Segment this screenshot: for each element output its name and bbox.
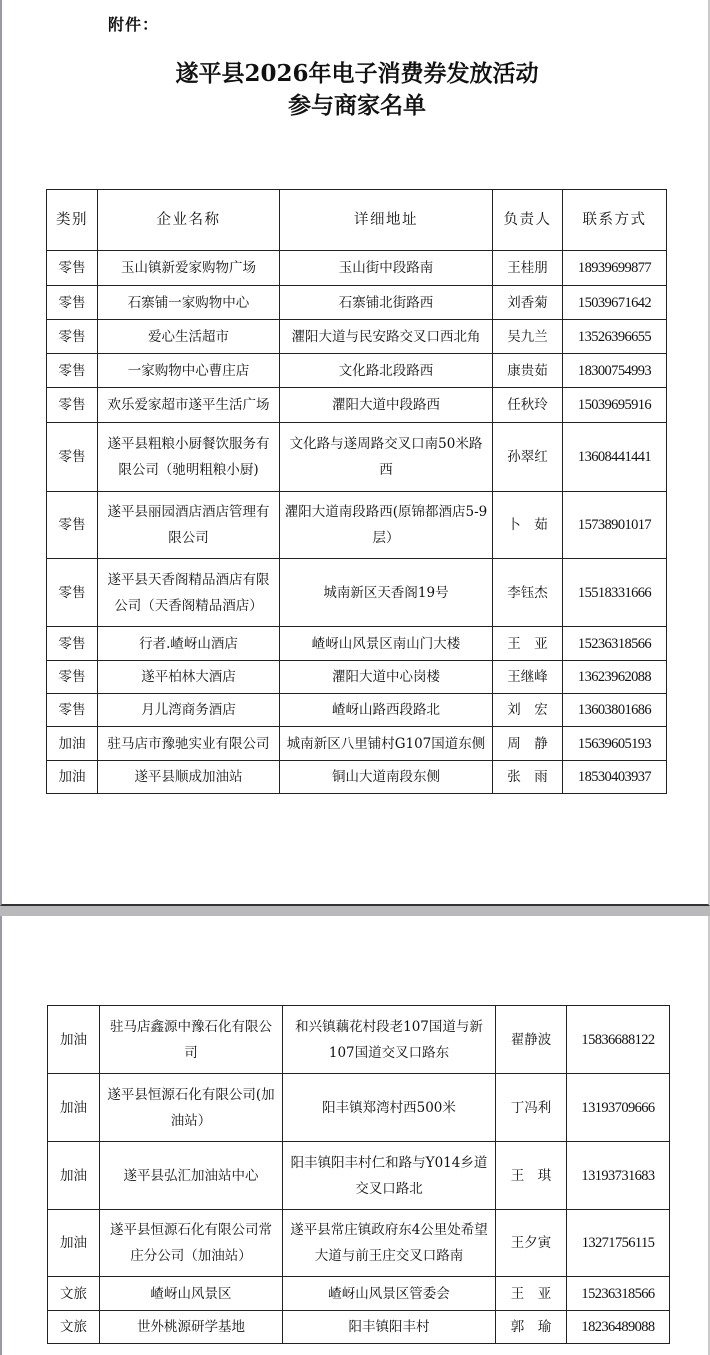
table-row: [47, 559, 667, 627]
category-cell: 零售: [47, 354, 98, 388]
address-cell: 文化路与遂周路交叉口南50米路西: [280, 423, 493, 492]
company-name-cell: 遂平县天香阁精品酒店有限公司（天香阁精品酒店）: [98, 559, 280, 627]
table-row: [47, 388, 667, 423]
company-name-cell: 遂平柏林大酒店: [98, 661, 280, 694]
person-cell: 王桂朋: [493, 251, 563, 286]
person-cell: 刘香菊: [493, 286, 563, 320]
category-cell: 加油: [47, 727, 98, 761]
category-cell: 零售: [47, 559, 98, 627]
phone-cell: 15236318566: [567, 1277, 670, 1311]
merchant-table-page1: [46, 189, 667, 794]
category-cell: 加油: [48, 1074, 100, 1142]
category-cell: 文旅: [48, 1311, 100, 1344]
person-cell: 丁冯利: [496, 1074, 567, 1142]
company-name-cell: 石寨铺一家购物中心: [98, 286, 280, 320]
company-name-cell: 遂平县恒源石化有限公司(加油站）: [100, 1074, 283, 1142]
person-cell: 王 亚: [493, 627, 563, 661]
header-category: 类别: [47, 190, 98, 251]
category-cell: 零售: [47, 694, 98, 727]
phone-cell: 15039671642: [563, 286, 667, 320]
merchant-table-page2: [47, 1005, 670, 1344]
table-row: [47, 661, 667, 694]
company-name-cell: 月儿湾商务酒店: [98, 694, 280, 727]
address-cell: 阳丰镇郑湾村西500米: [283, 1074, 496, 1142]
table-row: [47, 354, 667, 388]
person-cell: 张 雨: [493, 761, 563, 794]
company-name-cell: 行者.嵖岈山酒店: [98, 627, 280, 661]
company-name-cell: 驻马店鑫源中豫石化有限公司: [100, 1006, 283, 1074]
phone-cell: 18236489088: [567, 1311, 670, 1344]
company-name-cell: 欢乐爱家超市遂平生活广场: [98, 388, 280, 423]
address-cell: 和兴镇藕花村段老107国道与新107国道交叉口路东: [283, 1006, 496, 1074]
person-cell: 康贵茹: [493, 354, 563, 388]
company-name-cell: 遂平县恒源石化有限公司常庄分公司（加油站）: [100, 1210, 283, 1277]
company-name-cell: 遂平县粗粮小厨餐饮服务有限公司（驰明粗粮小厨): [98, 423, 280, 492]
phone-cell: 18939699877: [563, 251, 667, 286]
table-row: [47, 423, 667, 492]
table-row: [47, 251, 667, 286]
table-row: [47, 727, 667, 761]
table-row: [47, 286, 667, 320]
table-row: [47, 320, 667, 354]
person-cell: 王夕寅: [496, 1210, 567, 1277]
address-cell: 阳丰镇阳丰村: [283, 1311, 496, 1344]
person-cell: 王 亚: [496, 1277, 567, 1311]
document-title: 遂平县2026年电子消费券发放活动: [175, 60, 539, 87]
table-row: [48, 1074, 670, 1142]
phone-cell: 13608441441: [563, 423, 667, 492]
person-cell: 刘 宏: [493, 694, 563, 727]
person-cell: 周 静: [493, 727, 563, 761]
phone-cell: 13193731683: [567, 1142, 670, 1210]
category-cell: 零售: [47, 388, 98, 423]
company-name-cell: 遂平县顺成加油站: [98, 761, 280, 794]
company-name-cell: 嵖岈山风景区: [100, 1277, 283, 1311]
person-cell: 王继峰: [493, 661, 563, 694]
category-cell: 零售: [47, 492, 98, 559]
company-name-cell: 遂平县丽园酒店酒店管理有限公司: [98, 492, 280, 559]
header-company-name: 企业名称: [98, 190, 280, 251]
category-cell: 零售: [47, 320, 98, 354]
phone-cell: 15518331666: [563, 559, 667, 627]
person-cell: 孙翠红: [493, 423, 563, 492]
address-cell: 嵖岈山风景区南山门大楼: [280, 627, 493, 661]
header-address: 详细地址: [280, 190, 493, 251]
address-cell: 阳丰镇阳丰村仁和路与Y014乡道交叉口路北: [283, 1142, 496, 1210]
table-row: [47, 694, 667, 727]
phone-cell: 18300754993: [563, 354, 667, 388]
address-cell: 玉山街中段路南: [280, 251, 493, 286]
table-row: [48, 1006, 670, 1074]
phone-cell: 13193709666: [567, 1074, 670, 1142]
category-cell: 文旅: [48, 1277, 100, 1311]
phone-cell: 13526396655: [563, 320, 667, 354]
company-name-cell: 世外桃源研学基地: [100, 1311, 283, 1344]
category-cell: 加油: [48, 1142, 100, 1210]
person-cell: 翟静波: [496, 1006, 567, 1074]
category-cell: 加油: [48, 1210, 100, 1277]
person-cell: 李钰杰: [493, 559, 563, 627]
category-cell: 零售: [47, 627, 98, 661]
table-row: [48, 1142, 670, 1210]
header-person: 负责人: [493, 190, 563, 251]
table-row: [47, 492, 667, 559]
category-cell: 零售: [47, 661, 98, 694]
person-cell: 王 琪: [496, 1142, 567, 1210]
address-cell: 嵖岈山路西段路北: [280, 694, 493, 727]
table-header-row: [47, 190, 667, 251]
table-row: [48, 1277, 670, 1311]
header-phone: 联系方式: [563, 190, 667, 251]
category-cell: 加油: [48, 1006, 100, 1074]
address-cell: 遂平县常庄镇政府东4公里处希望大道与前王庄交叉口路南: [283, 1210, 496, 1277]
company-name-cell: 玉山镇新爱家购物广场: [98, 251, 280, 286]
table-row: [47, 627, 667, 661]
phone-cell: 15836688122: [567, 1006, 670, 1074]
address-cell: 嵖岈山风景区管委会: [283, 1277, 496, 1311]
document-subtitle: 参与商家名单: [288, 92, 426, 119]
company-name-cell: 驻马店市豫驰实业有限公司: [98, 727, 280, 761]
company-name-cell: 一家购物中心曹庄店: [98, 354, 280, 388]
table-row: [48, 1210, 670, 1277]
person-cell: 郭 瑜: [496, 1311, 567, 1344]
phone-cell: 15039695916: [563, 388, 667, 423]
phone-cell: 18530403937: [563, 761, 667, 794]
address-cell: 灈阳大道南段路西(原锦都酒店5-9层）: [280, 492, 493, 559]
phone-cell: 13603801686: [563, 694, 667, 727]
category-cell: 零售: [47, 423, 98, 492]
company-name-cell: 遂平县弘汇加油站中心: [100, 1142, 283, 1210]
address-cell: 城南新区八里铺村G107国道东侧: [280, 727, 493, 761]
table-row: [48, 1311, 670, 1344]
table-row: [47, 761, 667, 794]
address-cell: 灈阳大道与民安路交叉口西北角: [280, 320, 493, 354]
phone-cell: 13623962088: [563, 661, 667, 694]
company-name-cell: 爱心生活超市: [98, 320, 280, 354]
address-cell: 石寨铺北街路西: [280, 286, 493, 320]
category-cell: 零售: [47, 286, 98, 320]
person-cell: 吴九兰: [493, 320, 563, 354]
address-cell: 文化路北段路西: [280, 354, 493, 388]
person-cell: 卜 茹: [493, 492, 563, 559]
phone-cell: 15738901017: [563, 492, 667, 559]
phone-cell: 15639605193: [563, 727, 667, 761]
address-cell: 铜山大道南段东侧: [280, 761, 493, 794]
attachment-label: 附件：: [108, 15, 160, 34]
person-cell: 任秋玲: [493, 388, 563, 423]
document-page-2: [0, 916, 710, 1355]
phone-cell: 13271756115: [567, 1210, 670, 1277]
address-cell: 灈阳大道中心岗楼: [280, 661, 493, 694]
category-cell: 零售: [47, 251, 98, 286]
address-cell: 城南新区天香阁19号: [280, 559, 493, 627]
phone-cell: 15236318566: [563, 627, 667, 661]
address-cell: 灈阳大道中段路西: [280, 388, 493, 423]
category-cell: 加油: [47, 761, 98, 794]
